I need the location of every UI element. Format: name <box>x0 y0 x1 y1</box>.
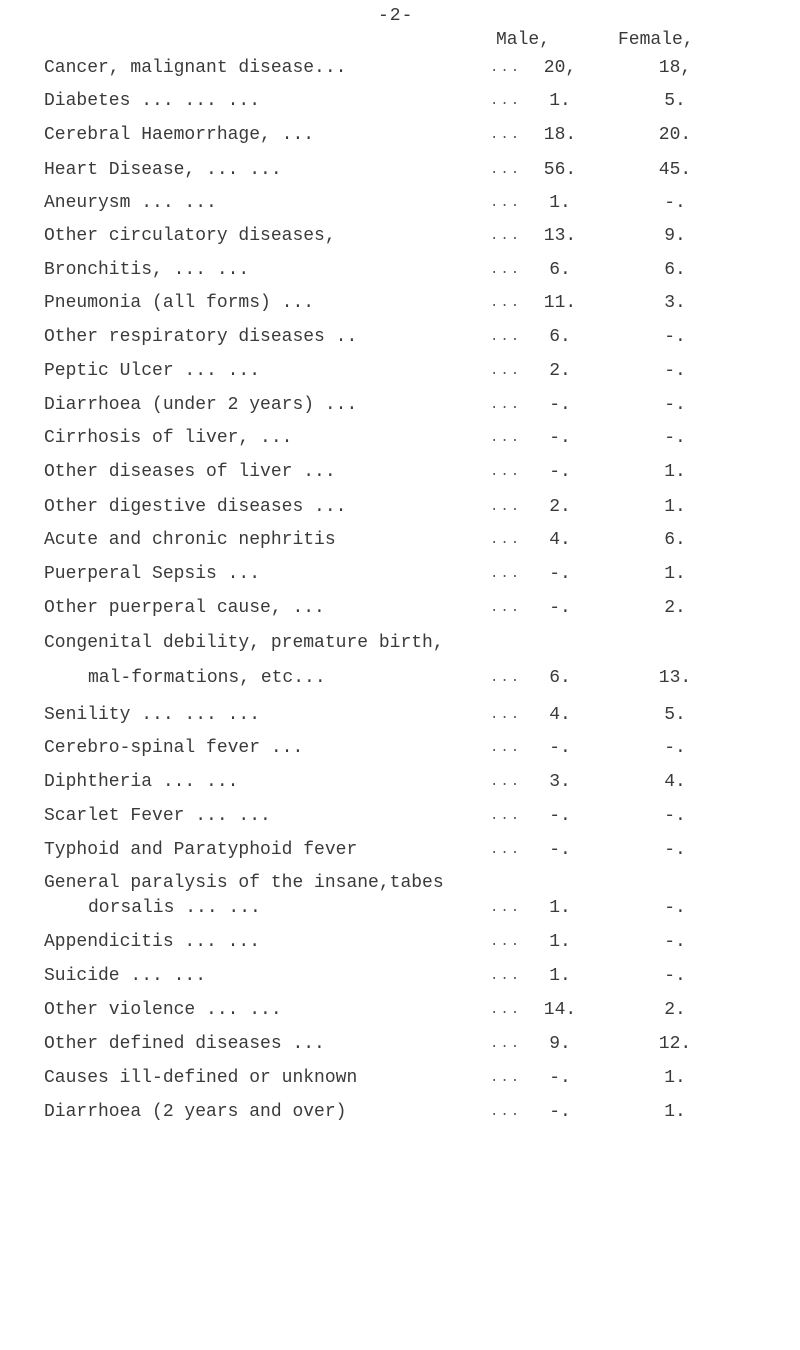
table-row <box>0 898 800 924</box>
cause-label: General paralysis of the insane,tabes <box>44 873 444 893</box>
leader-dots: ... <box>490 262 522 278</box>
cause-label: mal-formations, etc... <box>88 668 326 688</box>
table-row <box>0 462 800 488</box>
leader-dots: ... <box>490 566 522 582</box>
table-row <box>0 260 800 286</box>
table-row <box>0 428 800 454</box>
cause-label: Causes ill-defined or unknown <box>44 1068 358 1088</box>
cause-label: Cerebral Haemorrhage, ... <box>44 125 315 145</box>
table-row <box>0 738 800 764</box>
cause-label: Pneumonia (all forms) ... <box>44 293 315 313</box>
cause-label: Cerebro-spinal fever ... <box>44 738 304 758</box>
leader-dots: ... <box>490 1104 522 1120</box>
female-count: -. <box>664 738 686 758</box>
leader-dots: ... <box>490 808 522 824</box>
female-count: -. <box>664 327 686 347</box>
table-row <box>0 226 800 252</box>
table-row <box>0 1034 800 1060</box>
male-count: -. <box>549 598 571 618</box>
female-count: 9. <box>664 226 686 246</box>
female-count: 1. <box>664 1102 686 1122</box>
female-count: 12. <box>658 1034 692 1054</box>
cause-label: Other violence ... ... <box>44 1000 282 1020</box>
cause-label: Congenital debility, premature birth, <box>44 633 444 653</box>
leader-dots: ... <box>490 670 522 686</box>
male-count: 1. <box>549 966 571 986</box>
table-row <box>0 840 800 866</box>
cause-label: Other digestive diseases ... <box>44 497 347 517</box>
female-count: 20. <box>658 125 692 145</box>
male-count: 6. <box>549 260 571 280</box>
female-count: 1. <box>664 462 686 482</box>
female-count: 5. <box>664 705 686 725</box>
female-count: 2. <box>664 1000 686 1020</box>
female-count: 1. <box>664 497 686 517</box>
female-count: 5. <box>664 91 686 111</box>
table-row <box>0 160 800 186</box>
table-row <box>0 361 800 387</box>
leader-dots: ... <box>490 295 522 311</box>
female-count: -. <box>664 932 686 952</box>
male-count: 56. <box>543 160 577 180</box>
male-count: 18. <box>543 125 577 145</box>
table-row <box>0 58 800 84</box>
male-count: 13. <box>543 226 577 246</box>
table-row <box>0 705 800 731</box>
male-count: 3. <box>549 772 571 792</box>
male-count: -. <box>549 428 571 448</box>
cause-label: Diabetes ... ... ... <box>44 91 261 111</box>
male-count: -. <box>549 1102 571 1122</box>
male-count: 1. <box>549 932 571 952</box>
cause-label: Peptic Ulcer ... ... <box>44 361 261 381</box>
leader-dots: ... <box>490 968 522 984</box>
cause-label: dorsalis ... ... <box>88 898 261 918</box>
cause-label: Diarrhoea (2 years and over) <box>44 1102 347 1122</box>
leader-dots: ... <box>490 532 522 548</box>
female-count: 1. <box>664 564 686 584</box>
male-column-header: Male, <box>496 30 551 50</box>
cause-label: Acute and chronic nephritis <box>44 530 336 550</box>
female-count: -. <box>664 193 686 213</box>
leader-dots: ... <box>490 195 522 211</box>
male-count: 6. <box>549 668 571 688</box>
leader-dots: ... <box>490 162 522 178</box>
table-row <box>0 1000 800 1026</box>
table-row <box>0 873 800 899</box>
female-count: -. <box>664 898 686 918</box>
leader-dots: ... <box>490 774 522 790</box>
female-count: 45. <box>658 160 692 180</box>
male-count: 1. <box>549 91 571 111</box>
female-column-header: Female, <box>618 30 694 50</box>
female-count: 2. <box>664 598 686 618</box>
male-count: 14. <box>543 1000 577 1020</box>
male-count: -. <box>549 840 571 860</box>
cause-label: Other diseases of liver ... <box>44 462 336 482</box>
female-count: -. <box>664 806 686 826</box>
table-row <box>0 327 800 353</box>
female-count: -. <box>664 361 686 381</box>
female-count: -. <box>664 395 686 415</box>
cause-label: Diphtheria ... ... <box>44 772 239 792</box>
cause-label: Diarrhoea (under 2 years) ... <box>44 395 358 415</box>
table-row <box>0 1068 800 1094</box>
table-row <box>0 293 800 319</box>
male-count: 9. <box>549 1034 571 1054</box>
table-row <box>0 91 800 117</box>
cause-label: Suicide ... ... <box>44 966 207 986</box>
leader-dots: ... <box>490 363 522 379</box>
leader-dots: ... <box>490 329 522 345</box>
table-row <box>0 806 800 832</box>
male-count: 1. <box>549 193 571 213</box>
female-count: 6. <box>664 530 686 550</box>
male-count: 4. <box>549 530 571 550</box>
table-row <box>0 772 800 798</box>
leader-dots: ... <box>490 60 522 76</box>
page-number: -2- <box>378 6 414 26</box>
female-count: -. <box>664 840 686 860</box>
leader-dots: ... <box>490 430 522 446</box>
table-row <box>0 633 800 659</box>
table-row <box>0 193 800 219</box>
female-count: 3. <box>664 293 686 313</box>
cause-label: Other defined diseases ... <box>44 1034 325 1054</box>
male-count: -. <box>549 564 571 584</box>
leader-dots: ... <box>490 1036 522 1052</box>
table-row <box>0 668 800 694</box>
female-count: 1. <box>664 1068 686 1088</box>
cause-label: Other respiratory diseases .. <box>44 327 358 347</box>
table-row <box>0 125 800 151</box>
male-count: -. <box>549 1068 571 1088</box>
leader-dots: ... <box>490 228 522 244</box>
leader-dots: ... <box>490 934 522 950</box>
male-count: 1. <box>549 898 571 918</box>
female-count: 18, <box>658 58 692 78</box>
female-count: -. <box>664 966 686 986</box>
leader-dots: ... <box>490 707 522 723</box>
cause-label: Other circulatory diseases, <box>44 226 336 246</box>
male-count: 2. <box>549 361 571 381</box>
leader-dots: ... <box>490 842 522 858</box>
male-count: 6. <box>549 327 571 347</box>
table-row <box>0 395 800 421</box>
cause-label: Senility ... ... ... <box>44 705 261 725</box>
cause-label: Puerperal Sepsis ... <box>44 564 261 584</box>
table-row <box>0 1102 800 1128</box>
male-count: -. <box>549 395 571 415</box>
female-count: 4. <box>664 772 686 792</box>
cause-label: Scarlet Fever ... ... <box>44 806 271 826</box>
leader-dots: ... <box>490 127 522 143</box>
table-row <box>0 530 800 556</box>
male-count: 20, <box>543 58 577 78</box>
cause-label: Aneurysm ... ... <box>44 193 217 213</box>
leader-dots: ... <box>490 93 522 109</box>
leader-dots: ... <box>490 499 522 515</box>
male-count: 4. <box>549 705 571 725</box>
leader-dots: ... <box>490 740 522 756</box>
male-count: -. <box>549 738 571 758</box>
cause-label: Typhoid and Paratyphoid fever <box>44 840 358 860</box>
cause-label: Cirrhosis of liver, ... <box>44 428 293 448</box>
leader-dots: ... <box>490 900 522 916</box>
leader-dots: ... <box>490 464 522 480</box>
male-count: -. <box>549 462 571 482</box>
leader-dots: ... <box>490 600 522 616</box>
female-count: -. <box>664 428 686 448</box>
cause-label: Other puerperal cause, ... <box>44 598 325 618</box>
leader-dots: ... <box>490 1070 522 1086</box>
male-count: -. <box>549 806 571 826</box>
cause-label: Appendicitis ... ... <box>44 932 261 952</box>
table-row <box>0 497 800 523</box>
male-count: 2. <box>549 497 571 517</box>
female-count: 6. <box>664 260 686 280</box>
table-row <box>0 564 800 590</box>
female-count: 13. <box>658 668 692 688</box>
cause-label: Bronchitis, ... ... <box>44 260 250 280</box>
table-row <box>0 932 800 958</box>
cause-label: Cancer, malignant disease... <box>44 58 347 78</box>
table-row <box>0 598 800 624</box>
leader-dots: ... <box>490 397 522 413</box>
male-count: 11. <box>543 293 577 313</box>
cause-label: Heart Disease, ... ... <box>44 160 282 180</box>
leader-dots: ... <box>490 1002 522 1018</box>
table-row <box>0 966 800 992</box>
